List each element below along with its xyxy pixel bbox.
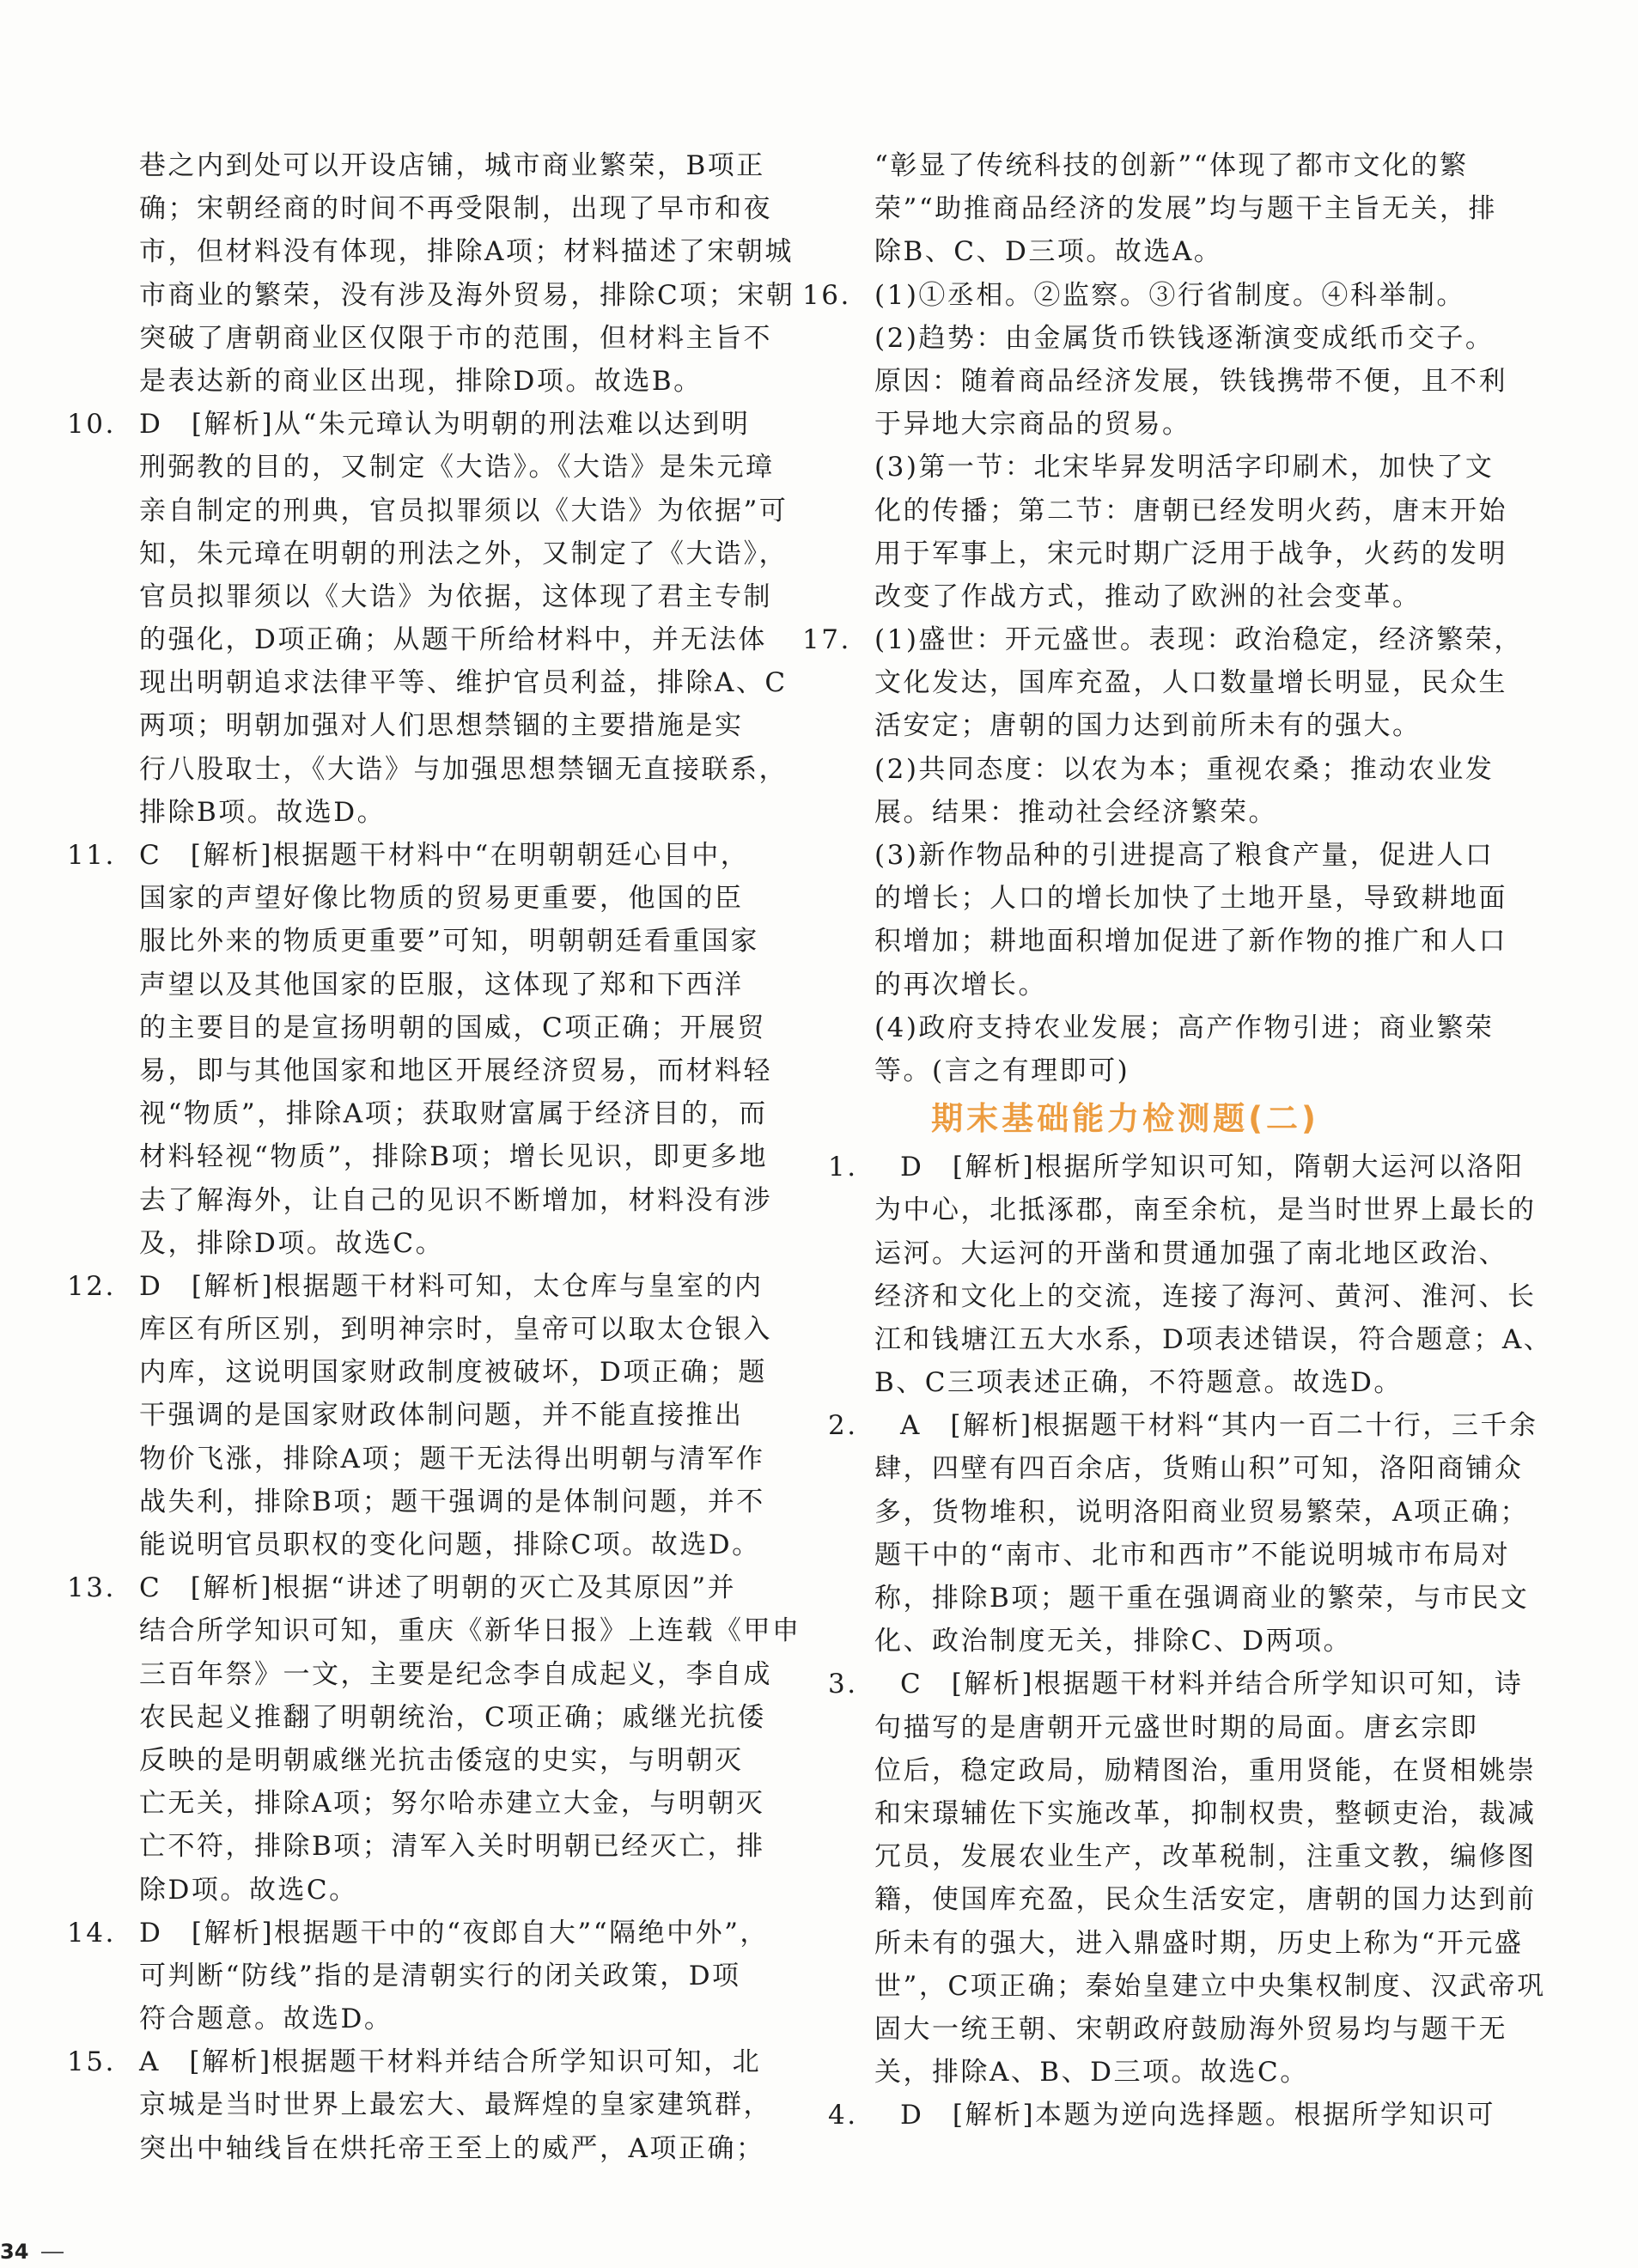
text-line — [67, 2040, 762, 2083]
line-text: 除B、C、D三项。故选A。 — [874, 236, 1223, 268]
right-column — [802, 144, 1553, 2137]
text-line — [67, 532, 788, 575]
text-line — [802, 1965, 1546, 2008]
text-line — [802, 317, 1495, 360]
text-line — [802, 791, 1448, 834]
text-line — [67, 1825, 765, 1868]
text-line — [67, 920, 759, 963]
text-line — [802, 1006, 1495, 1049]
text-line — [802, 2051, 1448, 2094]
text-line — [67, 1481, 765, 1523]
line-text: 知，朱元璋在明朝的刑法之外，又制定了《大诰》， — [139, 538, 788, 569]
text-line — [67, 1869, 713, 1912]
text-line — [67, 575, 772, 618]
line-text: C [解析]根据题干材料中“在明朝朝廷心目中， — [139, 840, 750, 871]
line-text: 多，货物堆积，说明洛阳商业贸易繁荣，A项正确； — [874, 1496, 1529, 1528]
question-number: 17. — [802, 624, 851, 656]
line-text: D [解析]根据题干中的“夜郎自大”“隔绝中外”， — [139, 1917, 769, 1949]
text-line — [67, 1523, 761, 1566]
text-line — [67, 1696, 766, 1739]
line-text: 肆，四壁有四百余店，货贿山积”可知，洛阳商铺众 — [874, 1453, 1524, 1485]
line-text: 用于军事上，宋元时期广泛用于战争，火药的发明 — [874, 538, 1507, 569]
question-number: 10. — [67, 409, 116, 441]
question-number: 2. — [828, 1410, 858, 1442]
text-line — [67, 403, 751, 446]
text-line — [67, 1179, 772, 1222]
text-line — [67, 704, 744, 747]
text-line — [67, 791, 713, 834]
line-text: 物价飞涨，排除A项；题干无法得出明朝与清军作 — [139, 1443, 765, 1475]
text-line — [67, 1049, 772, 1092]
text-line — [67, 1351, 767, 1394]
text-line — [802, 144, 1469, 187]
line-text: (1)①丞相。②监察。③行省制度。④科举制。 — [874, 279, 1465, 311]
text-line — [802, 1404, 1538, 1447]
line-text: 亡不符，排除B项；清军入关时明朝已经灭亡，排 — [139, 1831, 765, 1863]
text-line — [67, 618, 767, 661]
line-text: 库区有所区别，到明神宗时，皇帝可以取太仓银入 — [139, 1314, 772, 1346]
text-line — [67, 446, 775, 489]
line-text: D [解析]根据题干材料可知，太仓库与皇室的内 — [139, 1270, 764, 1302]
line-text: 反映的是明朝戚继光抗击倭寇的史实，与明朝灭 — [139, 1744, 744, 1776]
line-text: 干强调的是国家财政体制问题，并不能直接推出 — [139, 1400, 744, 1432]
question-number: 1. — [828, 1152, 858, 1183]
line-text: 的主要目的是宣扬明朝的国威，C项正确；开展贸 — [139, 1012, 766, 1043]
line-text: 行八股取士，《大诰》与加强思想禁锢无直接联系， — [139, 753, 788, 785]
line-text: 突出中轴线旨在烘托帝王至上的威严，A项正确； — [139, 2132, 765, 2164]
line-text: 服比外来的物质更重要”可知，明朝朝廷看重国家 — [139, 926, 759, 958]
line-text: 三百年祭》一文，主要是纪念李自成起义，李自成 — [139, 1658, 772, 1690]
text-line — [802, 1878, 1537, 1921]
line-text: 积增加；耕地面积增加促进了新作物的推广和人口 — [874, 926, 1507, 958]
text-line — [67, 1135, 768, 1178]
text-line — [802, 1792, 1537, 1835]
line-text: 展。结果：推动社会经济繁荣。 — [874, 796, 1277, 828]
text-line — [802, 704, 1448, 747]
text-line — [67, 489, 789, 532]
text-line — [67, 2127, 765, 2170]
text-line — [802, 1232, 1507, 1275]
line-text: 亲自制定的刑典，官员拟罪须以《大诰》为依据”可 — [139, 495, 789, 526]
line-text: 两项；明朝加强对人们思想禁锢的主要措施是实 — [139, 710, 744, 742]
question-number: 12. — [67, 1270, 116, 1302]
text-line — [802, 1620, 1448, 1663]
line-text: (1)盛世：开元盛世。表现：政治稳定，经济繁荣， — [874, 624, 1523, 656]
line-text: 符合题意。故选D。 — [139, 2004, 393, 2035]
line-text: D [解析]从“朱元璋认为明朝的刑法难以达到明 — [139, 409, 751, 441]
text-line — [802, 618, 1523, 661]
line-text: C [解析]根据“讲述了明朝的灭亡及其原因”并 — [139, 1572, 737, 1604]
question-number: 11. — [67, 840, 116, 871]
text-line — [67, 187, 772, 230]
text-line — [802, 360, 1507, 403]
question-number: 16. — [802, 279, 851, 311]
text-line — [802, 877, 1507, 920]
line-text: 原因：随着商品经济发展，铁钱携带不便，且不利 — [874, 365, 1507, 397]
question-number: 13. — [67, 1572, 116, 1604]
line-text: 位后，稳定政局，励精图治，重用贤能，在贤相姚崇 — [874, 1754, 1537, 1786]
page-number: 34 — [0, 2240, 29, 2264]
line-text: 现出明朝追求法律平等、维护官员利益，排除A、C — [139, 667, 788, 699]
line-text: 文化发达，国库充盈，人口数量增长明显，民众生 — [874, 667, 1507, 699]
text-line — [67, 360, 713, 403]
text-line — [67, 748, 788, 791]
text-line — [802, 575, 1448, 618]
text-line — [67, 834, 750, 877]
line-text: 农民起义推翻了明朝统治，C项正确；戚继光抗倭 — [139, 1701, 766, 1733]
text-line — [802, 446, 1495, 489]
text-line — [802, 1189, 1537, 1231]
text-line — [802, 661, 1507, 704]
text-line — [802, 1534, 1511, 1577]
line-text: 战失利，排除B项；题干强调的是体制问题，并不 — [139, 1486, 765, 1517]
text-line — [802, 1275, 1537, 1318]
line-text: A [解析]根据题干材料并结合所学知识可知，北 — [139, 2046, 762, 2078]
line-text: 改变了作战方式，推动了欧洲的社会变革。 — [874, 581, 1422, 612]
line-text: 及，排除D项。故选C。 — [139, 1227, 445, 1259]
line-text: (2)共同态度：以农为本；重视农桑；推动农业发 — [874, 753, 1495, 785]
line-text: 内库，这说明国家财政制度被破坏，D项正确；题 — [139, 1357, 767, 1389]
text-line — [67, 1653, 772, 1696]
left-column — [67, 144, 801, 2170]
text-line — [67, 964, 744, 1006]
text-line — [802, 230, 1448, 273]
line-text: “彰显了传统科技的创新”“体现了都市文化的繁 — [874, 150, 1469, 181]
text-line — [802, 1922, 1524, 1965]
line-text: 世”，C项正确；秦始皇建立中央集权制度、汉武帝巩 — [874, 1970, 1546, 2002]
line-text: (4)政府支持农业发展；高产作物引进；商业繁荣 — [874, 1012, 1495, 1043]
line-text: 除D项。故选C。 — [139, 1874, 358, 1906]
line-text: 等。(言之有理即可) — [874, 1055, 1130, 1086]
line-text: 是表达新的商业区出现，排除D项。故选B。 — [139, 365, 703, 397]
text-line — [67, 1308, 772, 1351]
text-line — [67, 1912, 769, 1955]
text-line — [67, 1438, 765, 1481]
line-text: 冗员，发展农业生产，改革税制，注重文教，编修图 — [874, 1841, 1537, 1873]
line-text: 可判断“防线”指的是清朝实行的闭关政策，D项 — [139, 1960, 741, 1991]
line-text: B、C三项表述正确，不符题意。故选D。 — [874, 1367, 1403, 1399]
line-text: 句描写的是唐朝开元盛世时期的局面。唐玄宗即 — [874, 1712, 1479, 1743]
line-text: 的增长；人口的增长加快了土地开垦，导致耕地面 — [874, 883, 1507, 915]
line-text: 活安定；唐朝的国力达到前所未有的强大。 — [874, 710, 1422, 742]
text-line — [67, 661, 788, 704]
text-line — [67, 1394, 744, 1437]
line-text: 经济和文化上的交流，连接了海河、黄河、淮河、长 — [874, 1280, 1537, 1312]
line-text: 去了解海外，让自己的见识不断增加，材料没有涉 — [139, 1184, 772, 1216]
line-text: 籍，使国库充盈，民众生活安定，唐朝的国力达到前 — [874, 1884, 1537, 1916]
line-text: (2)趋势：由金属货币铁钱逐渐演变成纸币交子。 — [874, 322, 1495, 354]
line-text: 市商业的繁荣，没有涉及海外贸易，排除C项；宋朝 — [139, 279, 795, 311]
text-line — [67, 230, 794, 273]
text-line — [67, 144, 765, 187]
text-line — [802, 1146, 1525, 1189]
line-text: D [解析]根据所学知识可知，隋朝大运河以洛阳 — [900, 1152, 1525, 1183]
line-text: 市，但材料没有体现，排除A项；材料描述了宋朝城 — [139, 236, 794, 268]
line-text: (3)新作物品种的引进提高了粮食产量，促进人口 — [874, 840, 1495, 871]
line-text: 化的传播；第二节：唐朝已经发明火药，唐末开始 — [874, 495, 1507, 526]
line-text: 题干中的“南市、北市和西市”不能说明城市布局对 — [874, 1539, 1511, 1571]
text-line — [67, 1222, 713, 1265]
text-line — [67, 1566, 737, 1609]
line-text: 为中心，北抵涿郡，南至余杭，是当时世界上最长的 — [874, 1195, 1537, 1226]
line-text: 关，排除A、B、D三项。故选C。 — [874, 2057, 1309, 2089]
text-line — [802, 274, 1465, 317]
line-text: 视“物质”，排除A项；获取财富属于经济目的，而 — [139, 1098, 768, 1130]
text-line — [67, 2083, 772, 2126]
text-line — [802, 1049, 1448, 1092]
text-line — [67, 1955, 741, 1997]
text-line — [802, 834, 1495, 877]
text-line — [802, 1749, 1537, 1792]
line-text: 声望以及其他国家的臣服，这体现了郑和下西洋 — [139, 969, 744, 1000]
text-line — [802, 1318, 1553, 1361]
line-text: 亡无关，排除A项；努尔哈赤建立大金，与明朝灭 — [139, 1788, 765, 1820]
text-line — [67, 1782, 765, 1825]
line-text: 巷之内到处可以开设店铺，城市商业繁荣，B项正 — [139, 150, 765, 181]
text-line — [67, 1609, 801, 1652]
text-line — [67, 274, 795, 317]
section-title: 期末基础能力检测题(二) — [931, 1100, 1319, 1138]
text-line — [802, 2008, 1507, 2051]
line-text: 化、政治制度无关，排除C、D两项。 — [874, 1626, 1353, 1657]
line-text: 突破了唐朝商业区仅限于市的范围，但材料主旨不 — [139, 322, 772, 354]
line-text: C [解析]根据题干材料并结合所学知识可知，诗 — [900, 1669, 1524, 1700]
text-line — [802, 403, 1448, 446]
question-number: 14. — [67, 1917, 116, 1949]
line-text: 的再次增长。 — [874, 969, 1047, 1000]
text-line — [802, 748, 1495, 791]
footer-dash — [41, 2252, 64, 2253]
text-line — [67, 877, 744, 920]
line-text: 固大一统王朝、宋朝政府鼓励海外贸易均与题干无 — [874, 2013, 1507, 2045]
line-text: 材料轻视“物质”，排除B项；增长见识，即更多地 — [139, 1141, 768, 1173]
line-text: D [解析]本题为逆向选择题。根据所学知识可 — [900, 2100, 1496, 2131]
line-text: 和宋璟辅佐下实施改革，抑制权贵，整顿吏治，裁减 — [874, 1797, 1537, 1829]
line-text: 运河。大运河的开凿和贯通加强了南北地区政治、 — [874, 1237, 1507, 1269]
text-line — [802, 1577, 1530, 1620]
text-line — [67, 1092, 768, 1135]
text-line — [67, 1006, 766, 1049]
text-line — [802, 1491, 1529, 1534]
line-text: 京城是当时世界上最宏大、最辉煌的皇家建筑群， — [139, 2089, 772, 2121]
line-text: 官员拟罪须以《大诰》为依据，这体现了君主专制 — [139, 581, 772, 612]
text-line — [67, 1265, 764, 1308]
text-line — [802, 964, 1448, 1006]
text-line — [802, 1447, 1524, 1490]
text-line — [802, 1706, 1479, 1749]
text-line — [802, 1663, 1524, 1706]
text-line — [802, 187, 1498, 230]
line-text: 江和钱塘江五大水系，D项表述错误，符合题意；A、 — [874, 1323, 1553, 1355]
line-text: A [解析]根据题干材料“其内一百二十行，三千余 — [900, 1410, 1538, 1442]
line-text: 排除B项。故选D。 — [139, 796, 387, 828]
line-text: 荣”“助推商品经济的发展”均与题干主旨无关，排 — [874, 193, 1498, 225]
line-text: 易，即与其他国家和地区开展经济贸易，而材料轻 — [139, 1055, 772, 1086]
line-text: 于异地大宗商品的贸易。 — [874, 409, 1191, 441]
question-number: 15. — [67, 2046, 116, 2078]
text-line — [802, 1835, 1537, 1878]
line-text: 称，排除B项；题干重在强调商业的繁荣，与市民文 — [874, 1583, 1530, 1614]
text-line — [802, 1361, 1448, 1404]
text-line — [802, 920, 1507, 963]
line-text: 刑弼教的目的，又制定《大诰》。《大诰》是朱元璋 — [139, 452, 775, 483]
text-line — [802, 2094, 1496, 2137]
line-text: 能说明官员职权的变化问题，排除C项。故选D。 — [139, 1529, 761, 1560]
text-line — [67, 317, 772, 360]
line-text: 的强化，D项正确；从题干所给材料中，并无法体 — [139, 624, 767, 656]
line-text: 结合所学知识可知，重庆《新华日报》上连载《甲申 — [139, 1615, 801, 1647]
question-number: 3. — [828, 1669, 858, 1700]
text-line — [802, 489, 1507, 532]
text-line — [67, 1997, 713, 2040]
line-text: (3)第一节：北宋毕昇发明活字印刷术，加快了文 — [874, 452, 1495, 483]
text-line — [67, 1739, 744, 1782]
text-line — [802, 532, 1507, 575]
line-text: 确；宋朝经商的时间不再受限制，出现了早市和夜 — [139, 193, 772, 225]
line-text: 国家的声望好像比物质的贸易更重要，他国的臣 — [139, 883, 744, 915]
question-number: 4. — [828, 2100, 858, 2131]
line-text: 所未有的强大，进入鼎盛时期，历史上称为“开元盛 — [874, 1927, 1524, 1959]
